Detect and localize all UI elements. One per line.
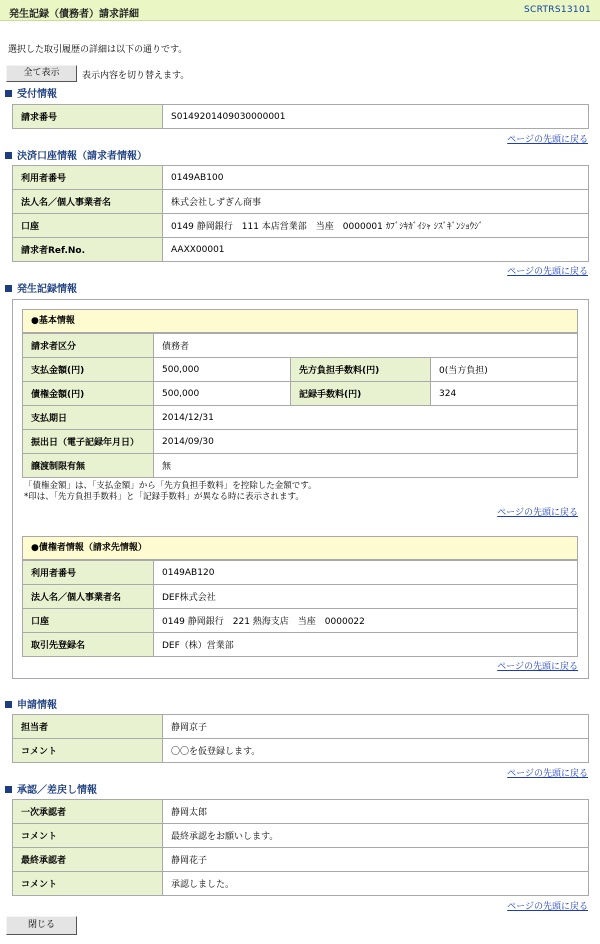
label-transfer-restriction: 譲渡制限有無 xyxy=(23,454,154,478)
label-first-approver: 一次承認者 xyxy=(13,800,163,824)
section-square-icon xyxy=(5,285,12,292)
table-row xyxy=(13,214,589,238)
page-top-link[interactable]: ページの先頭に戻る xyxy=(497,662,578,672)
value-claim-amount: 500,000 xyxy=(154,382,291,406)
value-creditor-company: DEF株式会社 xyxy=(154,585,578,609)
value-first-comment: 最終承認をお願いします。 xyxy=(163,824,589,848)
settlement-table xyxy=(12,165,589,262)
creditor-info-title: ●債権者情報（請求先情報） xyxy=(22,536,578,560)
table-row xyxy=(23,585,578,609)
section-heading-application: 申請情報 xyxy=(5,696,57,711)
table-row xyxy=(13,190,589,214)
page-top-link[interactable]: ページの先頭に戻る xyxy=(507,769,588,779)
table-row xyxy=(23,454,578,478)
approval-table xyxy=(12,799,589,896)
table-row xyxy=(23,406,578,430)
table-row xyxy=(23,382,578,406)
value-final-approver: 静岡花子 xyxy=(163,848,589,872)
section-square-icon xyxy=(5,701,12,708)
close-button[interactable]: 閉じる xyxy=(6,916,77,935)
page-top-link[interactable]: ページの先頭に戻る xyxy=(497,508,578,518)
section-heading-reception: 受付情報 xyxy=(5,85,57,100)
label-due-date: 支払期日 xyxy=(23,406,154,430)
label-requester-type: 請求者区分 xyxy=(23,334,154,358)
label-application-comment: コメント xyxy=(13,739,163,763)
label-account: 口座 xyxy=(13,214,163,238)
value-account: 0149 静岡銀行 111 本店営業部 当座 0000001 ｶﾌﾞｼｷｶﾞｲｼｬ ｼｽﾞｷﾞﾝｼｮｳｼﾞ xyxy=(163,214,589,238)
label-request-number: 請求番号 xyxy=(13,105,163,129)
value-requester-type: 債務者 xyxy=(154,334,578,358)
table-row xyxy=(13,824,589,848)
table-row xyxy=(23,358,578,382)
page-title: 発生記録（債務者）請求詳細 xyxy=(9,9,139,20)
note-claim-amount: 「債権金額」は、「支払金額」から「先方負担手数料」を控除した金額です。 xyxy=(24,481,317,491)
table-row xyxy=(13,848,589,872)
label-first-comment: コメント xyxy=(13,824,163,848)
table-row xyxy=(23,609,578,633)
page-top-link[interactable]: ページの先頭に戻る xyxy=(507,902,588,912)
label-requester-ref: 請求者Ref.No. xyxy=(13,238,163,262)
value-due-date: 2014/12/31 xyxy=(154,406,578,430)
creditor-info-table xyxy=(22,560,578,657)
note-asterisk: *印は、「先方負担手数料」と「記録手数料」が異なる時に表示されます。 xyxy=(24,492,304,502)
label-creditor-user-number: 利用者番号 xyxy=(23,561,154,585)
section-square-icon xyxy=(5,786,12,793)
section-square-icon xyxy=(5,90,12,97)
label-prepaid-fee: 先方負担手数料(円) xyxy=(291,358,431,382)
table-row xyxy=(13,739,589,763)
value-prepaid-fee: 0(当方負担) xyxy=(431,358,578,382)
section-heading-record: 発生記録情報 xyxy=(5,280,77,295)
table-row xyxy=(13,800,589,824)
show-all-button[interactable]: 全て表示 xyxy=(6,65,77,82)
page-top-link[interactable]: ページの先頭に戻る xyxy=(507,135,588,145)
section-heading-settlement: 決済口座情報（請求者情報） xyxy=(5,147,147,162)
value-user-number: 0149AB100 xyxy=(163,166,589,190)
value-requester-ref: AAXX00001 xyxy=(163,238,589,262)
section-square-icon xyxy=(5,152,12,159)
value-person-in-charge: 静岡京子 xyxy=(163,715,589,739)
intro-text: 選択した取引履歴の詳細は以下の通りです。 xyxy=(8,45,188,55)
value-record-fee: 324 xyxy=(431,382,578,406)
application-table xyxy=(12,714,589,763)
label-final-approver: 最終承認者 xyxy=(13,848,163,872)
value-company-name: 株式会社しずぎん商事 xyxy=(163,190,589,214)
label-final-comment: コメント xyxy=(13,872,163,896)
table-row xyxy=(23,561,578,585)
basic-info-title: ●基本情報 xyxy=(22,309,578,333)
section-heading-approval: 承認／差戻し情報 xyxy=(5,781,97,796)
screen-id: SCRTRS13101 xyxy=(524,5,591,15)
reception-table xyxy=(12,104,589,129)
table-row xyxy=(23,633,578,657)
value-payment-amount: 500,000 xyxy=(154,358,291,382)
table-row xyxy=(23,334,578,358)
label-partner-registered-name: 取引先登録名 xyxy=(23,633,154,657)
table-row xyxy=(13,238,589,262)
label-issue-date: 振出日（電子記録年月日） xyxy=(23,430,154,454)
value-first-approver: 静岡太郎 xyxy=(163,800,589,824)
label-creditor-account: 口座 xyxy=(23,609,154,633)
value-request-number: S0149201409030000001 xyxy=(163,105,589,129)
value-creditor-account: 0149 静岡銀行 221 熱海支店 当座 0000022 xyxy=(154,609,578,633)
value-creditor-user-number: 0149AB120 xyxy=(154,561,578,585)
table-row xyxy=(13,166,589,190)
value-issue-date: 2014/09/30 xyxy=(154,430,578,454)
title-bar xyxy=(0,0,600,21)
label-person-in-charge: 担当者 xyxy=(13,715,163,739)
table-row xyxy=(13,872,589,896)
label-claim-amount: 債権金額(円) xyxy=(23,382,154,406)
table-row xyxy=(13,715,589,739)
label-record-fee: 記録手数料(円) xyxy=(291,382,431,406)
label-company-name: 法人名／個人事業者名 xyxy=(13,190,163,214)
table-row xyxy=(23,430,578,454)
value-partner-registered-name: DEF（株）営業部 xyxy=(154,633,578,657)
page-top-link[interactable]: ページの先頭に戻る xyxy=(507,267,588,277)
value-application-comment: 〇〇を仮登録します。 xyxy=(163,739,589,763)
value-final-comment: 承認しました。 xyxy=(163,872,589,896)
label-payment-amount: 支払金額(円) xyxy=(23,358,154,382)
basic-info-table xyxy=(22,333,578,478)
value-transfer-restriction: 無 xyxy=(154,454,578,478)
label-creditor-company: 法人名／個人事業者名 xyxy=(23,585,154,609)
show-all-description: 表示内容を切り替えます。 xyxy=(82,71,190,81)
label-user-number: 利用者番号 xyxy=(13,166,163,190)
table-row xyxy=(13,105,589,129)
